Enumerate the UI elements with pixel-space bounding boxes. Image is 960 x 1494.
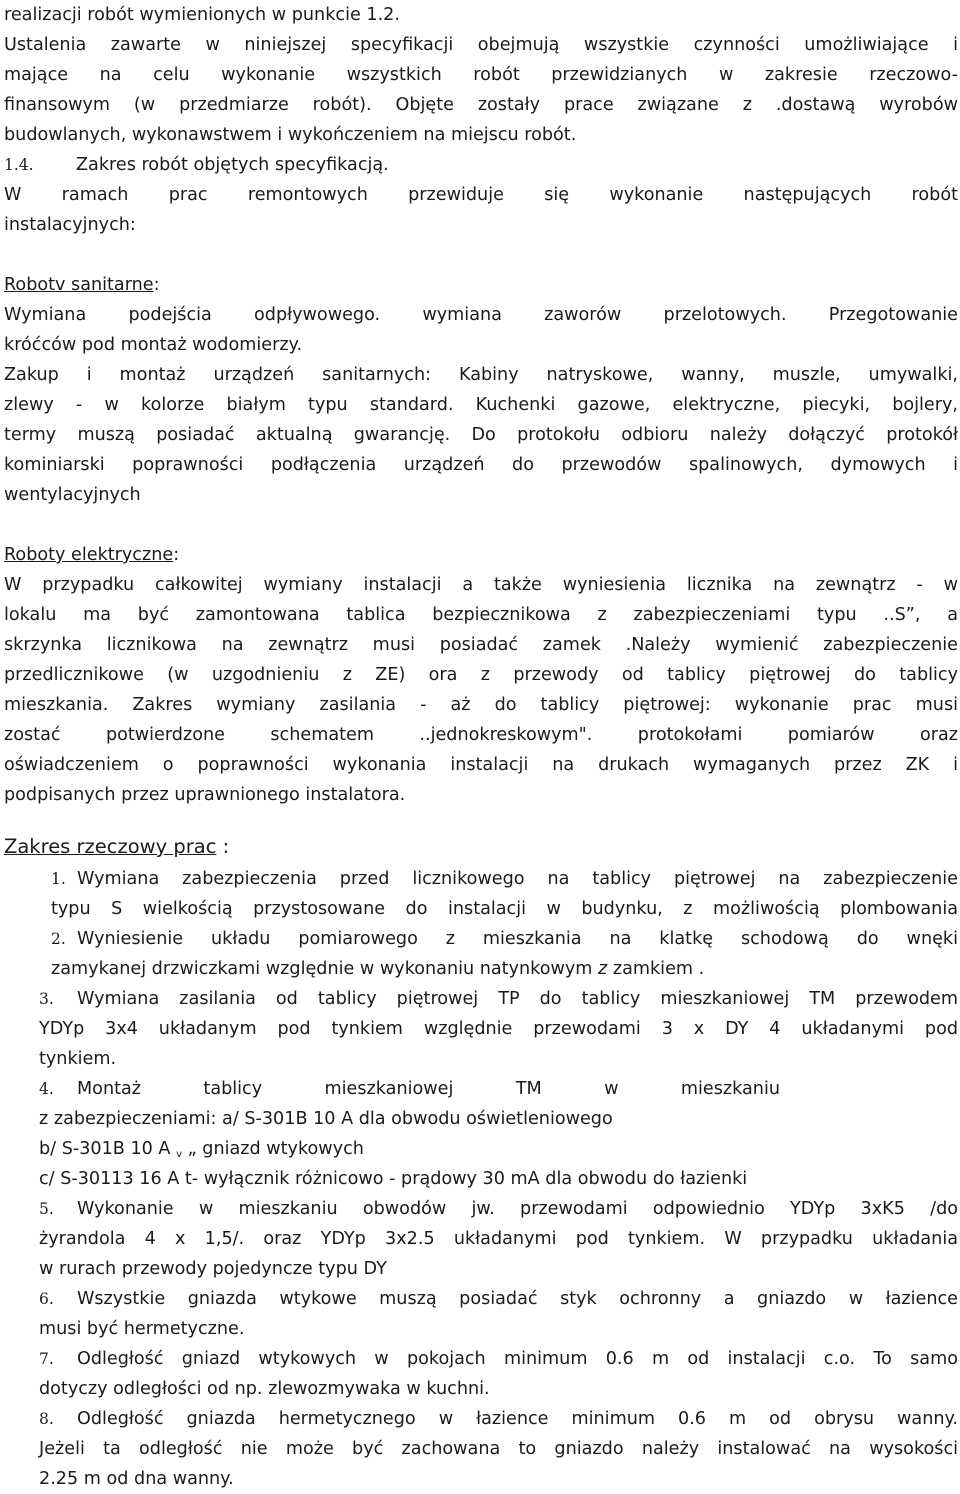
item-text: v bbox=[176, 1149, 182, 1160]
list-item-line: Jeżeli ta odległość nie może być zachowana to gniazdo należy instalować na wysokości bbox=[39, 1439, 958, 1459]
list-item bbox=[4, 1344, 958, 1374]
item-text: b/ S-301B 10 A bbox=[39, 1139, 177, 1159]
spacer bbox=[4, 510, 958, 540]
item-text: Wszystkie gniazda wtykowe muszą posiadać styk ochronny a gniazdo w łazience bbox=[77, 1289, 958, 1309]
paragraph-line: podpisanych przez uprawnionego instalatora. bbox=[4, 785, 406, 805]
list-item bbox=[4, 864, 958, 894]
list-item-line: żyrandola 4 x 1,5/. oraz YDYp 3x2.5 układanymi pod tynkiem. W przypadku układania bbox=[39, 1229, 958, 1249]
list-item-line: 2.25 m od dna wanny. bbox=[39, 1469, 234, 1489]
paragraph-line: W przypadku całkowitej wymiany instalacji a także wyniesienia licznika na zewnątrz - w bbox=[4, 575, 958, 595]
paragraph-line: króćców pod montaż wodomierzy. bbox=[4, 335, 303, 355]
list-item-line: musi być hermetyczne. bbox=[39, 1319, 245, 1339]
item-number: 6. bbox=[39, 1290, 54, 1308]
item-number: 2. bbox=[51, 930, 66, 948]
list-item bbox=[4, 1194, 958, 1224]
item-number: 1. bbox=[51, 870, 66, 888]
item-text: „ gniazd wtykowych bbox=[181, 1139, 364, 1159]
list-item bbox=[4, 1074, 780, 1104]
paragraph-line: W ramach prac remontowych przewiduje się wykonanie następujących robót bbox=[4, 185, 958, 205]
document-page bbox=[4, 0, 958, 1494]
item-text: zamykanej drzwiczkami względnie w wykonaniu natynkowym bbox=[51, 959, 598, 979]
list-item-line bbox=[4, 954, 958, 984]
list-item bbox=[4, 924, 958, 954]
paragraph-line: termy muszą posiadać aktualną gwarancję. Do protokołu odbioru należy dołączyć protokół bbox=[4, 425, 958, 445]
scope-heading bbox=[4, 830, 958, 864]
section-number: 1.4. bbox=[4, 156, 34, 174]
list-item bbox=[4, 984, 958, 1014]
paragraph-line: Wymiana podejścia odpływowego. wymiana zaworów przelotowych. Przegotowanie bbox=[4, 305, 958, 325]
paragraph-line: budowlanych, wykonawstwem i wykończeniem na miejscu robót. bbox=[4, 125, 577, 145]
item-text: Odległość gniazda hermetycznego w łazience minimum 0.6 m od obrysu wanny. bbox=[77, 1409, 958, 1429]
paragraph-line: skrzynka licznikowa na zewnątrz musi posiadać zamek .Należy wymienić zabezpieczenie bbox=[4, 635, 958, 655]
item-text: Wymiana zasilania od tablicy piętrowej TP do tablicy mieszkaniowej TM przewodem bbox=[77, 989, 958, 1009]
subsection-title: Roboty elektryczne bbox=[4, 545, 174, 565]
list-item-line: YDYp 3x4 układanym pod tynkiem względnie przewodami 3 x DY 4 układanymi pod bbox=[39, 1019, 958, 1039]
list-item-line: tynkiem. bbox=[39, 1049, 117, 1069]
subsection-electrical bbox=[4, 540, 958, 570]
item-number: 8. bbox=[39, 1410, 54, 1428]
subsection-title: Robotv sanitarne bbox=[4, 275, 154, 295]
paragraph-line: mieszkania. Zakres wymiany zasilania - aż do tablicy piętrowej: wykonanie prac musi bbox=[4, 695, 958, 715]
paragraph-line: instalacyjnych: bbox=[4, 215, 136, 235]
list-item-line: typu S wielkością przystosowane do instalacji w budynku, z możliwością plombowania bbox=[51, 899, 958, 919]
paragraph-line: oświadczeniem o poprawności wykonania instalacji na drukach wymaganych przez ZK i bbox=[4, 755, 958, 775]
list-item-line: c/ S-30113 16 A t- wyłącznik różnicowo - prądowy 30 mA dla obwodu do łazienki bbox=[39, 1169, 748, 1189]
list-item-line: dotyczy odległości od np. zlewozmywaka w kuchni. bbox=[39, 1379, 490, 1399]
colon: : bbox=[216, 835, 230, 858]
section-heading-1-4 bbox=[4, 150, 958, 180]
item-text: Wymiana zabezpieczenia przed licznikowego na tablicy piętrowej na zabezpieczenie bbox=[77, 869, 958, 889]
list-item bbox=[4, 1404, 958, 1434]
scope-heading-title: Zakres rzeczowy prac bbox=[4, 835, 217, 858]
subsection-sanitary bbox=[4, 270, 958, 300]
item-text: Wyniesienie układu pomiarowego z mieszkania na klatkę schodową do wnęki bbox=[77, 929, 958, 949]
item-text: z bbox=[598, 959, 608, 979]
paragraph-line: zostać potwierdzone schematem ..jednokreskowym". protokołami pomiarów oraz bbox=[4, 725, 958, 745]
item-number: 7. bbox=[39, 1350, 54, 1368]
item-text: Odległość gniazd wtykowych w pokojach minimum 0.6 m od instalacji c.o. To samo bbox=[77, 1349, 958, 1369]
paragraph-line: mające na celu wykonanie wszystkich robót przewidzianych w zakresie rzeczowo- bbox=[4, 65, 958, 85]
spacer bbox=[4, 810, 958, 830]
paragraph-line: kominiarski poprawności podłączenia urządzeń do przewodów spalinowych, dymowych i bbox=[4, 455, 958, 475]
item-number: 4. bbox=[39, 1080, 54, 1098]
list-item-line: w rurach przewody pojedyncze typu DY bbox=[39, 1259, 387, 1279]
paragraph-line: wentylacyjnych bbox=[4, 485, 141, 505]
list-item-line: z zabezpieczeniami: a/ S-301B 10 A dla obwodu oświetleniowego bbox=[39, 1109, 613, 1129]
item-number: 3. bbox=[39, 990, 54, 1008]
colon: : bbox=[153, 275, 160, 295]
item-text: Wykonanie w mieszkaniu obwodów jw. przewodami odpowiednio YDYp 3xK5 /do bbox=[77, 1199, 958, 1219]
colon: : bbox=[173, 545, 180, 565]
paragraph-line: Zakup i montaż urządzeń sanitarnych: Kabiny natryskowe, wanny, muszle, umywalki, bbox=[4, 365, 958, 385]
paragraph-line: finansowym (w przedmiarze robót). Objęte zostały prace związane z .dostawą wyrobów bbox=[4, 95, 958, 115]
paragraph-line: Ustalenia zawarte w niniejszej specyfikacji obejmują wszystkie czynności umożliwiające i bbox=[4, 35, 958, 55]
section-title: Zakres robót objętych specyfikacją. bbox=[76, 155, 389, 175]
paragraph-line: realizacji robót wymienionych w punkcie 1.2. bbox=[4, 5, 400, 25]
item-text: zamkiem . bbox=[607, 959, 705, 979]
spacer bbox=[4, 240, 958, 270]
item-number: 5. bbox=[39, 1200, 54, 1218]
paragraph-line: lokalu ma być zamontowana tablica bezpiecznikowa z zabezpieczeniami typu ..S”, a bbox=[4, 605, 958, 625]
paragraph-line: zlewy - w kolorze białym typu standard. Kuchenki gazowe, elektryczne, piecyki, bojlery, bbox=[4, 395, 958, 415]
paragraph-line: przedlicznikowe (w uzgodnieniu z ZE) ora z przewody od tablicy piętrowej do tablicy bbox=[4, 665, 958, 685]
list-item-line bbox=[4, 1134, 958, 1164]
item-text: Montaż tablicy mieszkaniowej TM w mieszkaniu bbox=[77, 1079, 780, 1099]
list-item bbox=[4, 1284, 958, 1314]
